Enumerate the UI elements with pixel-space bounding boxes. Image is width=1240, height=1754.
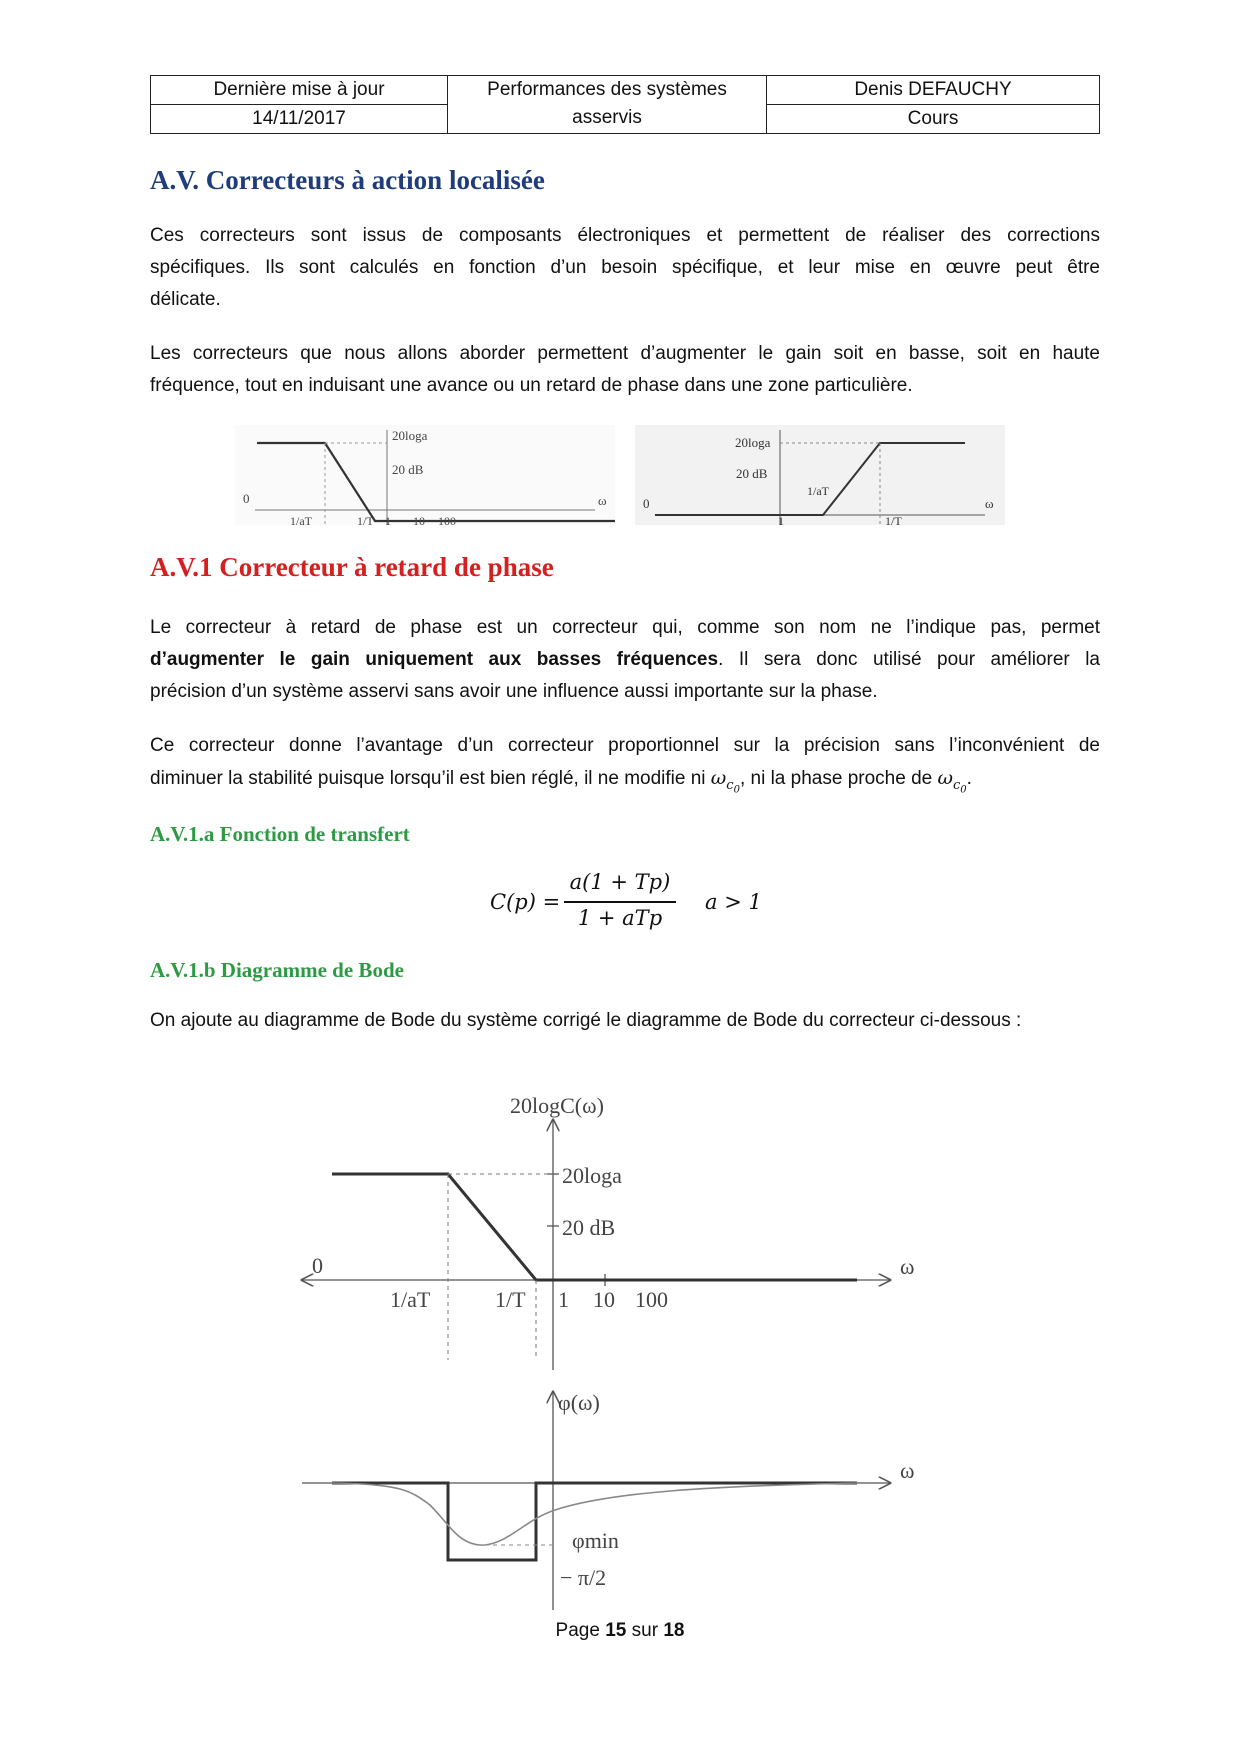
omega-sub-2: c: [952, 777, 961, 793]
small-right-tick-1aT: 1/aT: [807, 484, 829, 498]
footer-page-word: Page: [555, 1620, 600, 1641]
subsection-title: A.V.1 Correcteur à retard de phase: [150, 552, 554, 582]
formula-numerator: a(1 + Tp): [569, 870, 671, 894]
figure-background: [635, 425, 1005, 525]
small-right-label-20db: 20 dB: [736, 466, 768, 481]
phi-min-label: φmin: [572, 1528, 619, 1553]
small-right-tick-1T: 1/T: [885, 514, 902, 525]
section-p1-line3: délicate.: [150, 289, 221, 310]
small-bode-lag-figure: [235, 425, 615, 525]
section-title: A.V. Correcteurs à action localisée: [150, 165, 545, 195]
small-right-label-omega: ω: [985, 496, 994, 511]
label-20loga: 20loga: [562, 1163, 622, 1188]
small-right-label-20loga: 20loga: [735, 435, 771, 450]
small-left-label-zero: 0: [243, 491, 250, 506]
subsection-paragraph-2: [150, 730, 1100, 806]
section-p1-line1: Ces correcteurs sont issus de composants électroniques et permettent de réaliser des corrections: [150, 225, 1100, 246]
page-footer: [0, 1620, 1240, 1642]
sub-p2-text-b: , ni la phase proche de: [739, 768, 938, 789]
bode-intro: [150, 1005, 1100, 1037]
formula-lhs: C(p) =: [490, 890, 561, 914]
footer-page-number: 15: [605, 1620, 627, 1641]
label-20db: 20 dB: [562, 1215, 616, 1240]
tick-label-1aT: 1/aT: [390, 1287, 431, 1312]
omega-sym: ω: [710, 767, 727, 789]
sub-p1-line2: [150, 644, 1100, 676]
sub-p2-line2: [150, 762, 1100, 806]
minus-pi-over-2-label: − π/2: [560, 1565, 607, 1590]
omega-c0-symbol: [710, 767, 740, 796]
sub-p1-line2-rest: . Il sera donc utilisé pour améliorer la: [718, 649, 1100, 670]
document-title-line2: asservis: [572, 107, 642, 128]
small-left-tick-1T: 1/T: [357, 514, 374, 525]
sub-p1-line1: Le correcteur à retard de phase est un correcteur qui, comme son nom ne l’indique pas, permet: [150, 617, 1100, 638]
sub-p2-text-c: .: [966, 768, 972, 789]
sub-p1-bold: d’augmenter le gain uniquement aux basses fréquences: [150, 649, 719, 670]
small-bode-lead-figure: [635, 425, 1005, 525]
label-zero: 0: [312, 1253, 323, 1278]
bode-diagram: [290, 1080, 950, 1610]
sub-p2-line1: Ce correcteur donne l’avantage d’un correcteur proportionnel sur la précision sans l’inconvénient de: [150, 735, 1100, 756]
gain-axis-label: 20logC(ω): [510, 1093, 604, 1118]
section-p1-line2: spécifiques. Ils sont calculés en fonction d’un besoin spécifique, et leur mise en œuvre peut être: [150, 257, 1100, 278]
small-left-label-omega: ω: [598, 493, 607, 508]
footer-total-pages: 18: [663, 1620, 685, 1641]
update-date: 14/11/2017: [151, 105, 448, 134]
omega-subsub-2: 0: [960, 784, 967, 796]
document-type: Cours: [767, 105, 1100, 134]
label-omega: ω: [900, 1254, 915, 1279]
formula-denominator: 1 + aTp: [577, 906, 663, 930]
section-p2-line2: fréquence, tout en induisant une avance ou un retard de phase dans une zone particulière.: [150, 375, 913, 396]
phase-omega-label: ω: [900, 1458, 915, 1483]
document-title-line1: Performances des systèmes: [487, 79, 727, 100]
document-title: [448, 76, 767, 134]
bode-intro-text: On ajoute au diagramme de Bode du système corrigé le diagramme de Bode du correcteur ci-dessous :: [150, 1010, 1022, 1031]
transfer-function-formula: [480, 868, 780, 938]
omega-sym-2: ω: [937, 767, 953, 789]
last-update-label: Dernière mise à jour: [151, 76, 448, 105]
author-name: Denis DEFAUCHY: [767, 76, 1100, 105]
omega-sub: c: [726, 777, 734, 793]
omega-subsub: 0: [733, 784, 740, 796]
small-left-tick-100: 100: [438, 514, 456, 525]
tick-label-10: 10: [593, 1287, 615, 1312]
bode-diagram-title: A.V.1.b Diagramme de Bode: [150, 958, 404, 982]
small-left-tick-1: 1: [385, 514, 391, 525]
small-left-tick-10: 10: [413, 514, 425, 525]
section-paragraph-1: [150, 220, 1100, 316]
small-left-label-20loga: 20loga: [392, 428, 428, 443]
small-right-label-zero: 0: [643, 496, 650, 511]
tick-label-1T: 1/T: [495, 1287, 526, 1312]
formula-fraction-bar: [564, 901, 676, 903]
formula-condition: a > 1: [705, 890, 762, 914]
omega-c0-symbol-2: [937, 767, 967, 796]
sub-p1-line3: précision d’un système asservi sans avoir une influence aussi importante sur la phase.: [150, 681, 878, 702]
transfer-function-title: A.V.1.a Fonction de transfert: [150, 822, 410, 846]
section-p2-line1: Les correcteurs que nous allons aborder permettent d’augmenter le gain soit en basse, soit en haute: [150, 343, 1100, 364]
sub-p2-text-a: diminuer la stabilité puisque lorsqu’il est bien réglé, il ne modifie ni: [150, 768, 711, 789]
tick-label-1: 1: [558, 1287, 569, 1312]
header-table: [150, 75, 1100, 134]
small-left-tick-1aT: 1/aT: [290, 514, 312, 525]
footer-sur-word: sur: [631, 1620, 659, 1641]
section-paragraph-2: [150, 338, 1100, 402]
subsection-paragraph-1: [150, 612, 1100, 708]
tick-label-100: 100: [635, 1287, 668, 1312]
small-left-label-20db: 20 dB: [392, 462, 424, 477]
small-right-tick-1: 1: [778, 514, 784, 525]
phase-axis-label: φ(ω): [558, 1390, 600, 1415]
